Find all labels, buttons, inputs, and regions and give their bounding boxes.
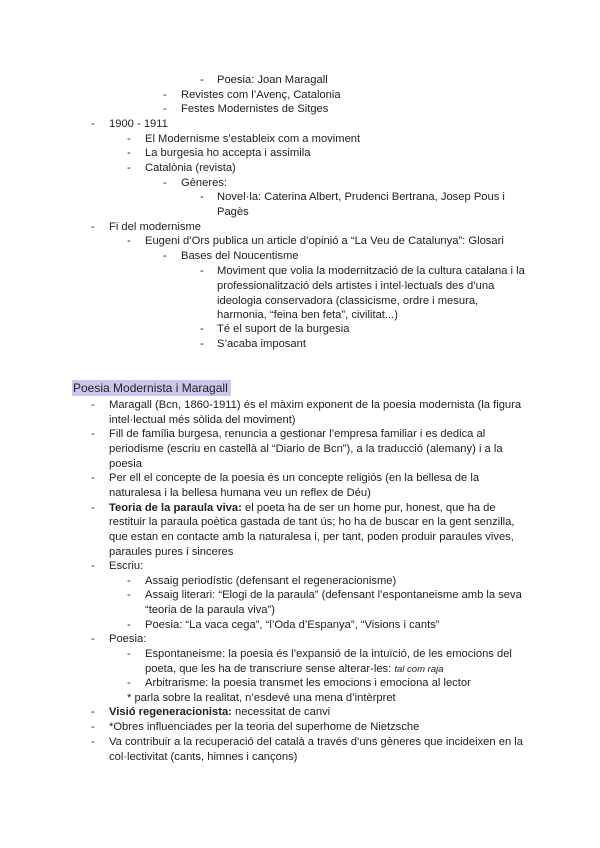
bullet-dash: - (91, 428, 95, 440)
body-line: Per ell el concepte de la poesia és un concepte religiós (en la bellesa de la (109, 472, 480, 484)
bullet-dash: - (91, 221, 95, 233)
body-line: que estan en contacte amb la naturalesa i, per tant, poden produir paraules vives, (109, 531, 514, 543)
body-line: Poesia: (109, 633, 147, 645)
outline-line: ideologia conservadora (classicisme, ordre i mesura, (217, 295, 479, 307)
outline-line: Gèneres: (181, 177, 228, 189)
outline-line: Catalònia (revista) (145, 162, 236, 174)
body-line: * parla sobre la realitat, n’esdevé una mena d’intèrpret (127, 692, 396, 704)
outline-line: Festes Modernistes de Sitges (181, 103, 329, 115)
body-line: “teoria de la paraula viva”) (145, 604, 275, 616)
bullet-dash: - (163, 250, 167, 262)
body-line: poesia (109, 458, 142, 470)
bullet-dash: - (200, 265, 204, 277)
bold-term-teoria: Teoria de la paraula viva: (109, 502, 242, 514)
outline-line: Moviment que volia la modernització de la cultura catalana i la (217, 265, 525, 277)
bullet-dash: - (91, 118, 95, 130)
body-line: paraules pures i sinceres (109, 546, 234, 558)
body-line: *Obres influenciades per la teoria del superhome de Nietzsche (109, 721, 420, 733)
body-line-rest: el poeta ha de ser un home pur, honest, que ha de (241, 502, 496, 514)
bullet-dash: - (127, 575, 131, 587)
body-line: col·lectivitat (cants, himnes i cançons) (109, 751, 298, 763)
body-line-start: poeta, que les ha de transcriure sense alterar-les: (145, 663, 395, 675)
outline-line: Pagès (217, 206, 249, 218)
bullet-dash: - (127, 677, 131, 689)
body-line: Escriu: (109, 560, 144, 572)
body-line (109, 705, 330, 720)
outline-line: 1900 - 1911 (109, 118, 168, 130)
bullet-dash: - (163, 89, 167, 101)
bullet-dash: - (91, 502, 95, 514)
outline-line: Bases del Noucentisme (181, 250, 299, 262)
body-line: Assaig periodístic (defensant el regeneracionisme) (145, 575, 397, 587)
body-line: restituir la paraula poètica gastada de tant ús; ho ha de buscar en la gent senzilla, (109, 516, 515, 528)
outline-line: Fi del modernisme (109, 221, 202, 233)
body-line: periodisme (escriu en castellà al “Diario de Bcn”), a la traducció (alemany) i a la (109, 443, 503, 455)
bullet-dash: - (163, 103, 167, 115)
bullet-dash: - (91, 399, 95, 411)
bullet-dash: - (91, 706, 95, 718)
outline-line: Novel·la: Caterina Albert, Prudenci Bertrana, Josep Pous i (217, 191, 505, 203)
outline-line: professionalització dels artistes i intel·lectuals des d’una (217, 280, 495, 292)
bullet-dash: - (91, 472, 95, 484)
section-heading: Poesia Modernista i Maragall (72, 380, 231, 396)
bullet-dash: - (200, 323, 204, 335)
body-line: Fill de família burgesa, renuncia a gestionar l’empresa familiar i es dedica al (109, 428, 486, 440)
outline-line: Poesia: Joan Maragall (217, 74, 328, 86)
outline-line: Eugeni d’Ors publica un article d’opinió a “La Veu de Catalunya”: Glosari (145, 235, 504, 247)
bullet-dash: - (127, 589, 131, 601)
body-line: Maragall (Bcn, 1860-1911) és el màxim exponent de la poesia modernista (la figura (109, 399, 522, 411)
body-line: Assaig literari: “Elogi de la paraula” (defensant l’espontaneisme amb la seva (145, 589, 522, 601)
bullet-dash: - (163, 177, 167, 189)
body-line (145, 662, 443, 677)
bullet-dash: - (127, 619, 131, 631)
outline-line: Té el suport de la burgesia (217, 323, 350, 335)
bold-term-visio: Visió regeneracionista: (109, 706, 232, 718)
bullet-dash: - (127, 648, 131, 660)
body-line: intel·lectual més sòlida del moviment) (109, 414, 296, 426)
bullet-dash: - (91, 560, 95, 572)
body-line: naturalesa i la bellesa humana veu un reflex de Déu) (109, 487, 371, 499)
body-line: Poesia: “La vaca cega”, “l’Oda d’Espanya”, “Visions i cants” (145, 619, 440, 631)
body-line: Arbitrarisme: la poesia transmet les emocions i emociona al lector (145, 677, 471, 689)
outline-line: harmonia, “feina ben feta”, civilitat...) (217, 309, 398, 321)
bullet-dash: - (200, 74, 204, 86)
body-line-rest: necessitat de canvi (231, 706, 331, 718)
bullet-dash: - (127, 235, 131, 247)
bullet-dash: - (91, 633, 95, 645)
body-line: Va contribuir a la recuperació del català a través d’uns gèneres que incideixen en la (109, 736, 523, 748)
italic-term-tal-com-raja: tal com raja (394, 664, 444, 675)
bullet-dash: - (91, 721, 95, 733)
bullet-dash: - (127, 147, 131, 159)
outline-line: S’acaba imposant (217, 338, 306, 350)
bullet-dash: - (200, 191, 204, 203)
body-line (109, 501, 496, 516)
body-line: Espontaneisme: la poesia és l’expansió de la intuïció, de les emocions del (145, 648, 512, 660)
bullet-dash: - (200, 338, 204, 350)
bullet-dash: - (127, 133, 131, 145)
bullet-dash: - (127, 162, 131, 174)
outline-line: El Modernisme s’estableix com a moviment (145, 133, 361, 145)
outline-line: Revistes com l’Avenç, Catalonia (181, 89, 341, 101)
bullet-dash: - (91, 736, 95, 748)
outline-line: La burgesia ho accepta i assimila (145, 147, 311, 159)
